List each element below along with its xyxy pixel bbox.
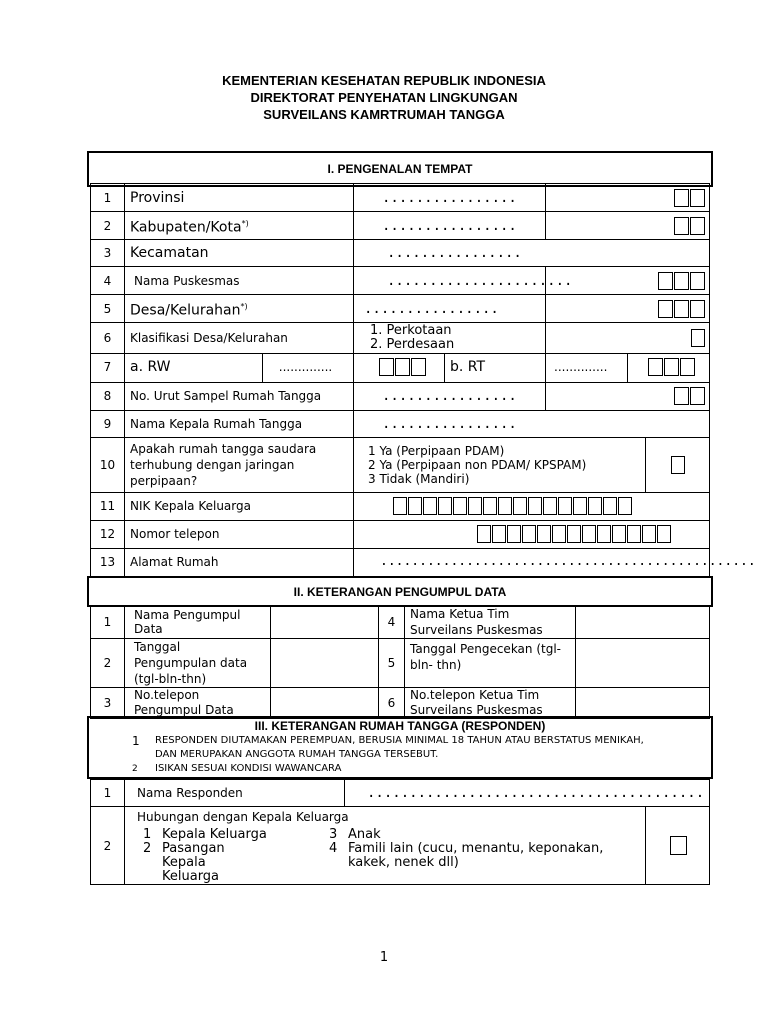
no-urut-dots[interactable]: ................ (354, 382, 546, 410)
row-number: 1 (91, 184, 125, 212)
code-box[interactable] (674, 387, 689, 405)
row-number: 5 (91, 295, 125, 323)
row-number: 10 (91, 437, 125, 492)
header-line-2: DIREKTORAT PENYEHATAN LINGKUNGAN (250, 90, 518, 105)
section3-title: III. KETERANGAN RUMAH TANGGA (RESPONDEN) (254, 719, 546, 733)
code-box[interactable] (648, 358, 663, 376)
code-box[interactable] (690, 272, 705, 290)
digit-box[interactable] (483, 497, 497, 515)
hubungan-code-box[interactable] (646, 807, 710, 885)
perpipaan-code-box[interactable] (646, 437, 710, 492)
rw-rt-table (90, 353, 710, 383)
ketua-tim-nama-value[interactable] (576, 606, 710, 639)
telepon-pengumpul-value[interactable] (271, 688, 379, 719)
digit-box[interactable] (537, 525, 551, 543)
option-perkotaan[interactable]: 1. Perkotaan (370, 323, 452, 338)
code-box[interactable] (674, 217, 689, 235)
desa-dots[interactable]: ................ (354, 295, 546, 323)
table-row (91, 410, 710, 437)
row-label-desa (125, 295, 354, 323)
code-box[interactable] (674, 189, 689, 207)
table-row (91, 688, 710, 719)
telepon-ketua-label: No.telepon Ketua Tim Surveilans Puskesmas (405, 688, 576, 719)
option-kepala-keluarga[interactable]: Kepala Keluarga (162, 827, 267, 842)
digit-box[interactable] (597, 525, 611, 543)
hubungan-label: Hubungan dengan Kepala Keluarga (137, 810, 349, 824)
rt-dots[interactable]: .............. (546, 353, 628, 382)
puskesmas-dots[interactable]: ...................... (354, 267, 546, 295)
tanggal-pengecekan-value[interactable] (576, 639, 710, 688)
rt-code-boxes[interactable] (628, 353, 710, 382)
digit-box[interactable] (582, 525, 596, 543)
digit-box[interactable] (612, 525, 626, 543)
digit-box[interactable] (552, 525, 566, 543)
digit-box[interactable] (588, 497, 602, 515)
row-number: 12 (91, 520, 125, 548)
table-row (91, 780, 710, 807)
row-label-nik: NIK Kepala Keluarga (125, 492, 354, 520)
puskesmas-label: Nama Puskesmas (134, 273, 240, 288)
kabupaten-footnote-mark: *) (241, 218, 249, 228)
telepon-pengumpul-label: No.telepon Pengumpul Data (125, 688, 271, 719)
note-number: 1 (132, 734, 140, 748)
tanggal-pengecekan-label: Tanggal Pengecekan (tgl-bln- thn) (405, 639, 576, 688)
code-box[interactable] (658, 300, 673, 318)
table-row (91, 492, 710, 520)
row-number: 2 (91, 212, 125, 240)
row-number: 4 (379, 606, 405, 639)
option-number: 1 (143, 827, 152, 842)
section2-title-table (90, 578, 710, 606)
digit-box[interactable] (528, 497, 542, 515)
row-number: 2 (91, 639, 125, 688)
klasifikasi-code-box[interactable] (546, 323, 710, 354)
row-number: 13 (91, 548, 125, 576)
provinsi-dots[interactable]: ................ (354, 184, 546, 212)
option-pasangan[interactable]: Pasangan (162, 841, 225, 856)
digit-box[interactable] (558, 497, 572, 515)
code-box[interactable] (674, 300, 689, 318)
kecamatan-dots[interactable]: ................ (354, 240, 710, 267)
table-row (91, 437, 710, 492)
table-row (91, 807, 710, 885)
code-box[interactable] (658, 272, 673, 290)
digit-box[interactable] (468, 497, 482, 515)
perpipaan-options (354, 437, 646, 492)
digit-box[interactable] (567, 525, 581, 543)
hubungan-cell (125, 807, 646, 885)
row-number: 4 (91, 267, 125, 295)
table-row (91, 267, 710, 295)
page-number: 1 (379, 950, 389, 965)
digit-box[interactable] (657, 525, 671, 543)
section3-table (90, 779, 710, 885)
row-number: 3 (91, 240, 125, 267)
pengumpul-nama-label: Nama Pengumpul Data (125, 606, 271, 639)
table-row (91, 520, 710, 548)
code-box[interactable] (680, 358, 695, 376)
option-perdesaan[interactable]: 2. Perdesaan (370, 337, 455, 352)
nama-responden-label: Nama Responden (125, 780, 345, 807)
desa-label: Desa/Kelurahan (130, 302, 241, 319)
code-box[interactable] (691, 329, 705, 347)
header-line-3: SURVEILANS KAMRTRUMAH TANGGA (263, 107, 505, 122)
table-row (91, 548, 710, 576)
digit-box[interactable] (393, 497, 407, 515)
digit-box[interactable] (438, 497, 452, 515)
digit-box[interactable] (573, 497, 587, 515)
row-number: 1 (91, 780, 125, 807)
nik-boxes[interactable] (354, 492, 710, 520)
row-label-puskesmas (125, 267, 354, 295)
row-number: 7 (91, 353, 125, 382)
digit-box[interactable] (543, 497, 557, 515)
row-number: 5 (379, 639, 405, 688)
rw-code-boxes[interactable] (354, 353, 445, 382)
row-label-no-urut: No. Urut Sampel Rumah Tangga (125, 382, 354, 410)
digit-box[interactable] (627, 525, 641, 543)
pengumpul-nama-value[interactable] (271, 606, 379, 639)
code-box[interactable] (395, 358, 410, 376)
digit-box[interactable] (453, 497, 467, 515)
option-anak[interactable]: Anak (348, 827, 381, 842)
note-wawancara: ISIKAN SESUAI KONDISI WAWANCARA (155, 763, 342, 774)
nama-responden-dots[interactable]: ........................................ (345, 780, 710, 807)
digit-box[interactable] (603, 497, 617, 515)
table-row (91, 382, 710, 410)
telepon-ketua-value[interactable] (576, 688, 710, 719)
option-number: 2 (143, 841, 152, 856)
table-row (91, 184, 710, 212)
row-number: 1 (91, 606, 125, 639)
telepon-boxes[interactable] (354, 520, 710, 548)
table-row (91, 240, 710, 267)
table-row (91, 212, 710, 240)
section1-table (90, 183, 710, 354)
option-pasangan-cont2: Keluarga (162, 869, 220, 884)
row-label-kepala-rt: Nama Kepala Rumah Tangga (125, 410, 354, 437)
code-box[interactable] (664, 358, 679, 376)
digit-box[interactable] (618, 497, 632, 515)
kepala-rt-dots[interactable]: ................ (354, 410, 710, 437)
kabupaten-code-boxes[interactable] (546, 212, 710, 240)
section3-header (90, 719, 710, 779)
row-number: 2 (91, 807, 125, 885)
digit-box[interactable] (498, 497, 512, 515)
digit-box[interactable] (642, 525, 656, 543)
table-row (91, 353, 710, 382)
section1-title: I. PENGENALAN TEMPAT (327, 161, 473, 176)
row-label-alamat: Alamat Rumah (125, 548, 354, 576)
code-box[interactable] (690, 300, 705, 318)
table-row (91, 606, 710, 639)
desa-footnote-mark: *) (240, 301, 248, 311)
option-non-pdam[interactable]: 2 Ya (Perpipaan non PDAM/ KPSPAM) (368, 457, 587, 472)
option-number: 3 (329, 827, 338, 842)
row-number: 6 (91, 323, 125, 354)
row-number: 9 (91, 410, 125, 437)
section1-title-table (90, 153, 710, 184)
tanggal-pengumpulan-value[interactable] (271, 639, 379, 688)
code-box[interactable] (690, 387, 705, 405)
digit-box[interactable] (513, 497, 527, 515)
rw-dots[interactable]: .............. (263, 353, 354, 382)
code-box[interactable] (671, 456, 685, 474)
option-pasangan-cont: Kepala (162, 855, 206, 870)
code-box[interactable] (690, 217, 705, 235)
digit-box[interactable] (408, 497, 422, 515)
alamat-dots[interactable]: ................................................ (354, 548, 710, 576)
option-number: 4 (329, 841, 338, 856)
row-label-provinsi: Provinsi (125, 184, 354, 212)
row-number: 6 (379, 688, 405, 719)
note-responden-cont: DAN MERUPAKAN ANGGOTA RUMAH TANGGA TERSEBUT. (155, 749, 439, 760)
digit-box[interactable] (477, 525, 491, 543)
row-label-kabupaten (125, 212, 354, 240)
option-mandiri[interactable]: 3 Tidak (Mandiri) (368, 471, 470, 486)
option-famili-lain-cont: kakek, nenek dll) (348, 855, 459, 870)
row-label-telepon: Nomor telepon (125, 520, 354, 548)
desa-code-boxes[interactable] (546, 295, 710, 323)
note-responden: RESPONDEN DIUTAMAKAN PEREMPUAN, BERUSIA MINIMAL 18 TAHUN ATAU BERSTATUS MENIKAH, (155, 735, 644, 746)
provinsi-code-boxes[interactable] (546, 184, 710, 212)
table-row (91, 295, 710, 323)
table-row (91, 323, 710, 354)
row-label-perpipaan: Apakah rumah tangga saudara terhubung dengan jaringan perpipaan? (125, 437, 354, 492)
section2-title: II. KETERANGAN PENGUMPUL DATA (293, 585, 507, 599)
row-number: 8 (91, 382, 125, 410)
code-box[interactable] (670, 836, 687, 855)
kabupaten-label: Kabupaten/Kota (130, 219, 242, 236)
ketua-tim-nama-label: Nama Ketua Tim Surveilans Puskesmas (405, 606, 576, 639)
kabupaten-dots[interactable]: ................ (354, 212, 546, 240)
rt-label: b. RT (445, 353, 546, 382)
section2-table (90, 605, 710, 719)
note-number: 2 (132, 764, 138, 774)
row-number: 11 (91, 492, 125, 520)
code-box[interactable] (674, 272, 689, 290)
option-famili-lain[interactable]: Famili lain (cucu, menantu, keponakan, (348, 841, 604, 856)
header-line-1: KEMENTERIAN KESEHATAN REPUBLIK INDONESIA (222, 73, 546, 88)
digit-box[interactable] (522, 525, 536, 543)
code-box[interactable] (379, 358, 394, 376)
table-row (91, 639, 710, 688)
rw-label: a. RW (125, 353, 263, 382)
tanggal-pengumpulan-label: Tanggal Pengumpulan data (tgl-bln-thn) (125, 639, 271, 688)
no-urut-code-boxes[interactable] (546, 382, 710, 410)
row-number: 3 (91, 688, 125, 719)
code-box[interactable] (411, 358, 426, 376)
section1-table-b (90, 382, 756, 577)
digit-box[interactable] (423, 497, 437, 515)
digit-box[interactable] (492, 525, 506, 543)
row-label-klasifikasi: Klasifikasi Desa/Kelurahan (125, 323, 354, 354)
option-pdam[interactable]: 1 Ya (Perpipaan PDAM) (368, 443, 505, 458)
code-box[interactable] (690, 189, 705, 207)
row-label-kecamatan: Kecamatan (125, 240, 354, 267)
digit-box[interactable] (507, 525, 521, 543)
klasifikasi-options (354, 323, 546, 354)
